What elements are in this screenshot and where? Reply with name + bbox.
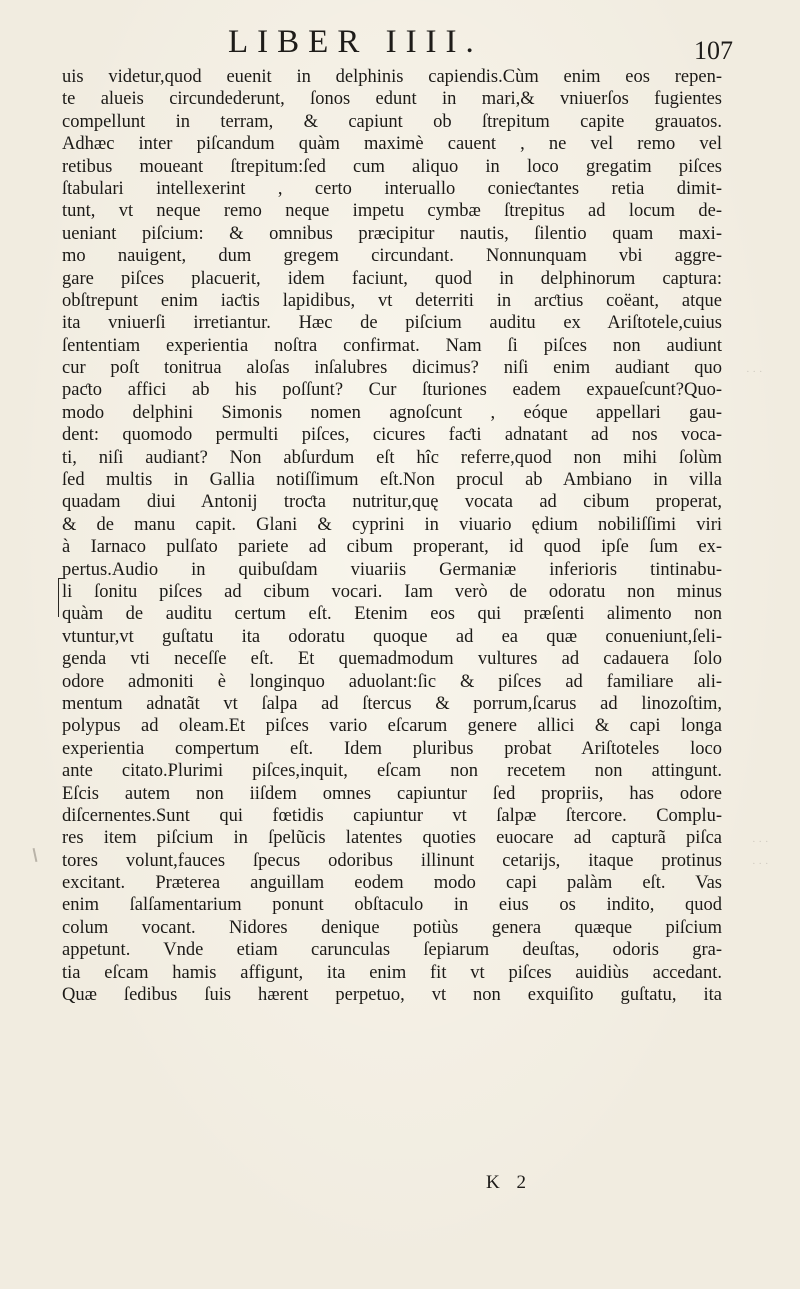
- ink-bleed-mark: · · ·: [752, 836, 769, 848]
- page-number: 107: [694, 36, 733, 65]
- body-text: [62, 66, 722, 1006]
- text-line: diſcernentes.Sunt qui fœtidis capiuntur vt ſalpæ ſtercore. Complu-: [62, 805, 722, 826]
- text-line: experientia compertum eſt. Idem pluribus probat Ariſtoteles loco: [62, 738, 722, 759]
- text-line: li ſonitu piſces ad cibum vocari. Iam verò de odoratu non minus: [62, 581, 722, 602]
- text-line: mo nauigent, dum gregem circundant. Nonnunquam vbi aggre-: [62, 246, 722, 267]
- text-line: ti, niſi audiant? Non abſurdum eſt hîc referre,quod non mihi ſolùm: [62, 447, 722, 468]
- text-line: retibus moueant ſtrepitum:ſed cum aliquo in loco gregatim piſces: [62, 156, 722, 177]
- text-line: ueniant piſcium: & omnibus præcipitur nautis, ſilentio quam maxi-: [62, 223, 722, 244]
- text-line: Quæ ſedibus ſuis hærent perpetuo, vt non exquiſito guſtatu, ita: [62, 985, 722, 1006]
- signature-mark: K 2: [486, 1172, 532, 1193]
- text-line: cur poſt tonitrua aloſas inſalubres dicimus? niſi enim audiant quo: [62, 358, 722, 379]
- text-line: compellunt in terram, & capiunt ob ſtrepitum capite grauatos.: [62, 111, 722, 132]
- running-head-title: LIBER IIII.: [228, 24, 483, 60]
- text-line: & de manu capit. Glani & cyprini in viuario ędium nobiliſſimi viri: [62, 514, 722, 535]
- bracket-mark: [58, 578, 65, 617]
- text-line: dent: quomodo permulti piſces, cicures faƈti adnatant ad nos voca-: [62, 425, 722, 446]
- text-line: polypus ad oleam.Et piſces vario eſcarum genere allici & capi longa: [62, 716, 722, 737]
- margin-mark: [33, 848, 38, 862]
- text-line: tia eſcam hamis affigunt, ita enim fit vt piſces auidiùs accedant.: [62, 962, 722, 983]
- text-line: te alueis circundederunt, ſonos edunt in mari,& vniuerſos fugientes: [62, 89, 722, 110]
- text-line: tores volunt,fauces ſpecus odoribus illinunt cetarijs, itaque protinus: [62, 850, 722, 871]
- text-line: mentum adnatãt vt ſalpa ad ſtercus & porrum,ſcarus ad linozoſtim,: [62, 693, 722, 714]
- text-line: pertus.Audio in quibuſdam viuariis Germaniæ inferioris tintinabu-: [62, 559, 722, 580]
- text-line: ſententiam experientia noſtra confirmat. Nam ſi piſces non audiunt: [62, 335, 722, 356]
- text-line: paƈto affici ab his poſſunt? Cur ſturiones eadem expaueſcunt?Quo-: [62, 380, 722, 401]
- text-line: à Iarnaco pulſato pariete ad cibum properant, id quod ipſe ſum ex-: [62, 537, 722, 558]
- text-line: enim ſalſamentarium ponunt obſtaculo in eius os indito, quod: [62, 895, 722, 916]
- text-line: excitant. Præterea anguillam eodem modo capi palàm eſt. Vas: [62, 873, 722, 894]
- text-line: res item piſcium in ſpelũcis latentes quoties euocare ad capturã piſca: [62, 828, 722, 849]
- text-line: odore admoniti è longinquo aduolant:ſic & piſces ad familiare ali-: [62, 671, 722, 692]
- text-line: quadam diui Antonij troƈta nutritur,quę vocata ad cibum properat,: [62, 492, 722, 513]
- text-line: ita vniuerſi irretiantur. Hæc de piſcium auditu ex Ariſtotele,cuius: [62, 313, 722, 334]
- text-line: genda vti neceſſe eſt. Et quemadmodum vultures ad cadauera ſolo: [62, 649, 722, 670]
- text-line: tunt, vt neque remo neque impetu cymbæ ſtrepitus ad locum de-: [62, 201, 722, 222]
- text-line: ante citato.Plurimi piſces,inquit, eſcam non recetem non attingunt.: [62, 761, 722, 782]
- text-line: gare piſces placuerit, idem faciunt, quod in delphinorum captura:: [62, 268, 722, 289]
- ink-bleed-mark: · · ·: [746, 366, 763, 378]
- ink-bleed-mark: · · ·: [752, 858, 769, 870]
- text-line: obſtrepunt enim iaƈtis lapidibus, vt deterriti in arƈtius coëant, atque: [62, 290, 722, 311]
- text-line: quàm de auditu certum eſt. Etenim eos qui præſenti alimento non: [62, 604, 722, 625]
- text-line: ſed multis in Gallia notiſſimum eſt.Non procul ab Ambiano in villa: [62, 470, 722, 491]
- text-line: ſtabulari intellexerint , certo interuallo conieƈtantes retia dimit-: [62, 178, 722, 199]
- text-line: uis videtur,quod euenit in delphinis capiendis.Cùm enim eos repen-: [62, 67, 722, 87]
- text-line: Eſcis autem non iiſdem omnes capiuntur ſed propriis, has odore: [62, 783, 722, 804]
- text-line: colum vocant. Nidores denique potiùs genera quæque piſcium: [62, 917, 722, 938]
- text-line: Adhæc inter piſcandum quàm maximè cauent , ne vel remo vel: [62, 134, 722, 155]
- text-line: vtuntur,vt guſtatu ita odoratu quoque ad ea quæ conueniunt,ſeli-: [62, 626, 722, 647]
- text-line: modo delphini Simonis nomen agnoſcunt , eóque appellari gau-: [62, 402, 722, 423]
- text-line: appetunt. Vnde etiam carunculas ſepiarum deuſtas, odoris gra-: [62, 940, 722, 961]
